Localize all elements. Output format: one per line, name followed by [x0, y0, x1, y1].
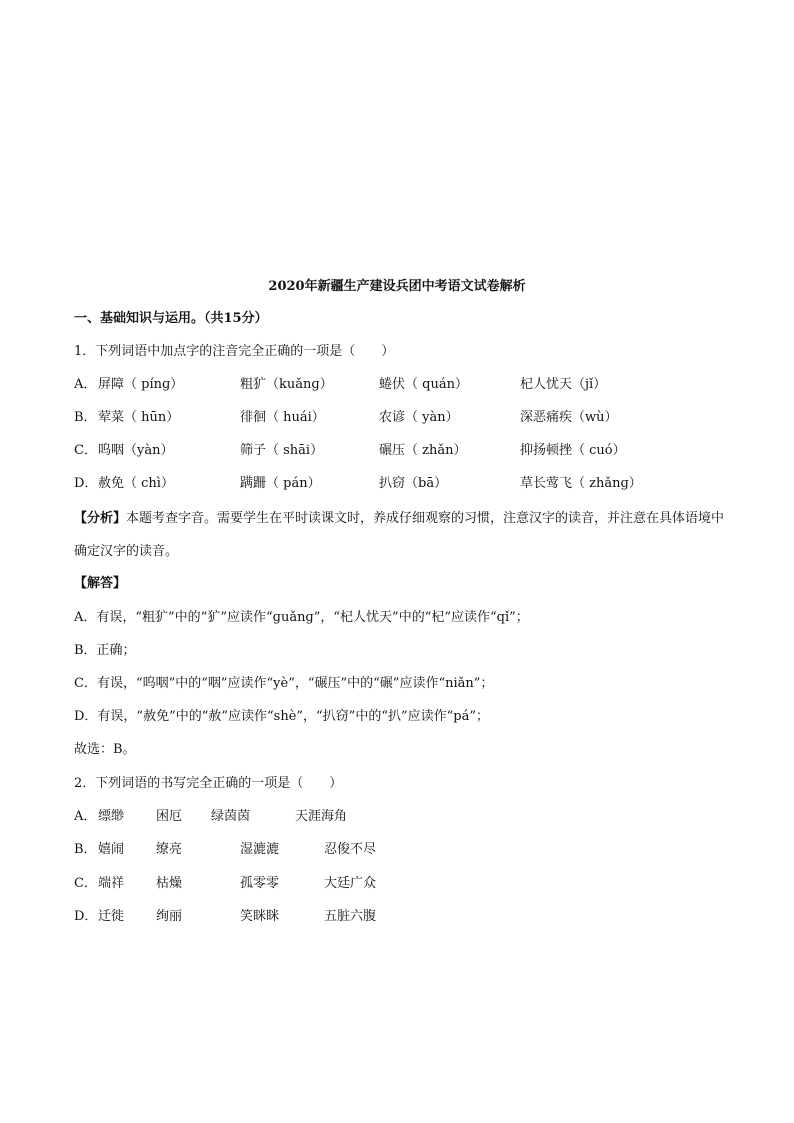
section-heading: 一、基础知识与运用。（共15分）: [74, 311, 268, 326]
answer-line: D．有误，“赦免”中的“赦”应读作“shè”，“扒窃”中的“扒”应读作“pá”；: [74, 709, 489, 724]
option-item: 大廷广众: [324, 876, 377, 891]
answer-line: C．有误，“呜咽”中的“咽”应读作“yè”，“碾压”中的“碾”应读作“niǎn”；: [74, 676, 494, 691]
option-letter: C．: [74, 876, 97, 891]
option-item: 粗犷（kuǎnɡ）: [240, 377, 333, 392]
option-item: 蹒跚（ pán）: [240, 476, 321, 491]
option-item: 蜷伏（ quán）: [379, 377, 468, 392]
option-item: 端祥: [98, 876, 125, 891]
question-2-stem: 2．下列词语的书写完全正确的一项是（ ）: [74, 776, 343, 791]
analysis-paragraph: [74, 502, 734, 568]
option-item: 绚丽: [156, 909, 183, 924]
option-item: 赦免（ chì）: [98, 476, 174, 491]
option-item: 天涯海角: [295, 809, 348, 824]
option-letter: B．: [74, 410, 97, 425]
option-item: 缥缈: [98, 809, 125, 824]
option-item: 徘徊（ huái）: [240, 410, 325, 425]
answer-choice: 故选：B。: [74, 742, 136, 757]
option-letter: C．: [74, 443, 97, 458]
option-item: 农谚（ yàn）: [379, 410, 459, 425]
document-title: 2020年新疆生产建设兵团中考语文试卷解析: [268, 279, 526, 294]
analysis-text: 本题考查字音。需要学生在平时读课文时，养成仔细观察的习惯，注意汉字的读音，并注意在具体语境中确定汉字的读音。: [74, 511, 725, 559]
option-item: 绿茵茵: [211, 809, 251, 824]
option-item: 五脏六腹: [324, 909, 377, 924]
option-item: 扒窃（bā）: [379, 476, 448, 491]
option-item: 深恶痛疾（wù）: [520, 410, 618, 425]
option-item: 屏障（ pínɡ）: [98, 377, 184, 392]
option-item: 嬉闹: [98, 842, 125, 857]
option-letter: D．: [74, 909, 98, 924]
option-item: 孤零零: [240, 876, 280, 891]
answer-line: A．有误，“粗犷”中的“犷”应读作“ɡuǎnɡ”，“杞人忧天”中的“杞”应读作“qǐ”；: [74, 610, 529, 625]
option-item: 荤菜（ hūn）: [98, 410, 180, 425]
option-item: 筛子（ shāi）: [240, 443, 324, 458]
option-letter: B．: [74, 842, 97, 857]
option-letter: A．: [74, 377, 97, 392]
option-letter: A．: [74, 809, 97, 824]
option-item: 枯燥: [156, 876, 183, 891]
option-letter: D．: [74, 476, 98, 491]
option-item: 迁徙: [98, 909, 125, 924]
option-item: 杞人忧天（jǐ）: [520, 377, 607, 392]
option-item: 困厄: [156, 809, 183, 824]
option-item: 湿漉漉: [240, 842, 280, 857]
option-item: 抑扬顿挫（ cuó）: [520, 443, 626, 458]
answer-line: B．正确；: [74, 643, 136, 658]
option-item: 碾压（ zhǎn）: [379, 443, 467, 458]
option-item: 笑眯眯: [240, 909, 280, 924]
question-1-stem: 1．下列词语中加点字的注音完全正确的一项是（ ）: [74, 344, 395, 359]
analysis-label: 【分析】: [74, 511, 127, 526]
option-item: 缭亮: [156, 842, 183, 857]
option-item: 草长莺飞（ zhǎnɡ）: [520, 476, 642, 491]
option-item: 忍俊不尽: [324, 842, 377, 857]
answer-label: 【解答】: [74, 576, 127, 591]
option-item: 呜咽（yàn）: [98, 443, 174, 458]
